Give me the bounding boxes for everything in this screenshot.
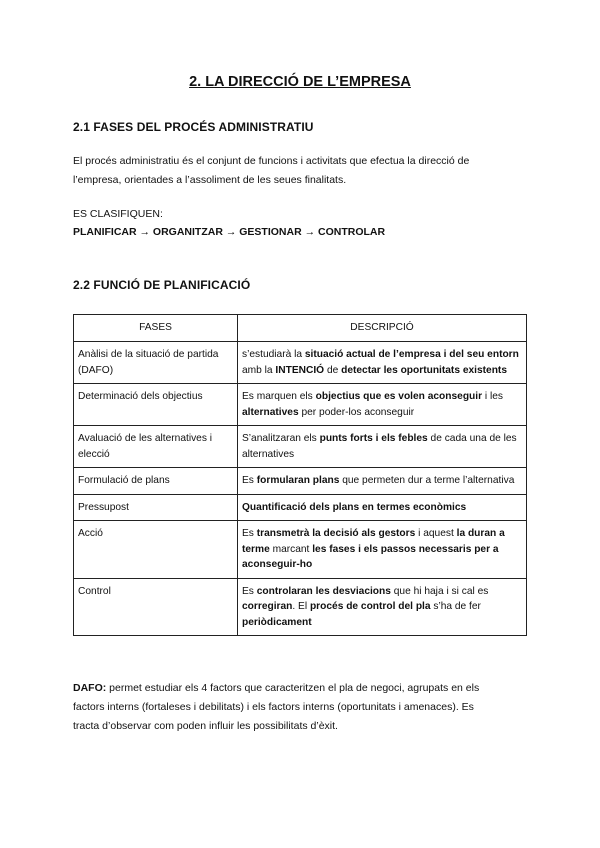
description-text: S’analitzaran els [242, 433, 320, 444]
description-bold-text: transmetrà la decisió als gestors [256, 528, 416, 539]
phase-cell: Determinació dels objectius [74, 384, 238, 426]
description-bold-text: les fases i els passos necessaris per a aconseguir-ho [242, 543, 499, 570]
description-bold-text: controlaran les desviacions [256, 585, 391, 597]
description-bold-text: corregiran [242, 601, 293, 612]
description-text: de cada una de les alternatives [242, 433, 517, 460]
dafo-note-line-1 [73, 682, 479, 694]
description-text: per poder-los aconseguir [298, 406, 415, 418]
table-row [74, 578, 527, 636]
header-descripcio: DESCRIPCIÓ [238, 315, 527, 342]
description-cell [238, 578, 527, 636]
description-text: Es [242, 585, 257, 597]
dafo-text-1: permet estudiar els 4 factors que caracteritzen el pla de negoci, agrupats en els [106, 682, 480, 694]
description-bold-text: detectar les oportunitats existents [341, 364, 507, 376]
description-text: que hi haja i si cal es [390, 585, 489, 597]
intro-paragraph-line-1: El procés administratiu és el conjunt de funcions i activitats que efectua la direcció de [73, 155, 470, 167]
table-row [74, 426, 527, 468]
description-bold-text: objectius que es volen aconseguir [315, 391, 483, 402]
section-heading-planificacio: 2.2 FUNCIÓ DE PLANIFICACIÓ [73, 278, 251, 292]
description-text: i aquest [415, 528, 457, 539]
phase-cell: Formulació de plans [74, 468, 238, 495]
description-text: amb la [242, 364, 276, 376]
description-bold-text: periòdicament [242, 616, 312, 628]
description-text: Es [242, 528, 257, 539]
planning-phases-table [73, 314, 527, 636]
dafo-label: DAFO: [73, 682, 107, 694]
description-cell [238, 521, 527, 579]
description-cell [238, 494, 527, 521]
description-text: s’ha de fer [430, 601, 481, 612]
description-text: Es marquen els [242, 391, 316, 402]
description-text: Es [242, 475, 257, 486]
phase-cell: Control [74, 578, 238, 636]
section-heading-fases: 2.1 FASES DEL PROCÉS ADMINISTRATIU [73, 120, 314, 134]
classify-label: ES CLASIFIQUEN: [73, 208, 163, 220]
table-row [74, 494, 527, 521]
description-text: . El [292, 601, 310, 612]
table-row [74, 384, 527, 426]
description-bold-text: punts forts i els febles [319, 433, 428, 444]
description-bold-text: INTENCIÓ [275, 364, 325, 376]
table-row [74, 521, 527, 579]
description-text: s’estudiarà la [242, 349, 305, 360]
table-header-row [74, 315, 527, 342]
description-cell [238, 426, 527, 468]
phase-cell: Anàlisi de la situació de partida (DAFO) [74, 342, 238, 384]
process-sequence: PLANIFICAR → ORGANITZAR → GESTIONAR → CONTROLAR [73, 226, 386, 238]
description-cell [238, 384, 527, 426]
description-text: i les [482, 391, 504, 402]
phase-cell: Acció [74, 521, 238, 579]
description-text: que permeten dur a terme l’alternativa [339, 475, 515, 486]
description-bold-text: procés de control del pla [309, 601, 431, 612]
header-fases: FASES [74, 315, 238, 342]
phase-cell: Avaluació de les alternatives i elecció [74, 426, 238, 468]
intro-paragraph-line-2: l’empresa, orientades a l’assoliment de les seues finalitats. [73, 174, 347, 186]
phase-cell: Pressupost [74, 494, 238, 521]
table-row [74, 468, 527, 495]
description-bold-text: la duran a terme [242, 528, 505, 555]
table-row [74, 342, 527, 384]
dafo-note-line-2: factors interns (fortaleses i debilitats) i els factors interns (oportunitats i amenaces). Es [73, 701, 474, 713]
description-bold-text: situació actual de l’empresa i del seu entorn [304, 349, 519, 360]
description-cell [238, 342, 527, 384]
description-bold-text: alternatives [242, 406, 299, 418]
description-cell [238, 468, 527, 495]
description-text: marcant [269, 543, 313, 555]
page-title: 2. LA DIRECCIÓ DE L’EMPRESA [189, 74, 411, 90]
description-text: de [324, 364, 342, 376]
description-bold-text: Quantificació dels plans en termes econòmics [242, 501, 467, 513]
dafo-note-line-3: tracta d’observar com poden influir les possibilitats d’èxit. [73, 720, 338, 732]
description-bold-text: formularan plans [256, 475, 340, 486]
